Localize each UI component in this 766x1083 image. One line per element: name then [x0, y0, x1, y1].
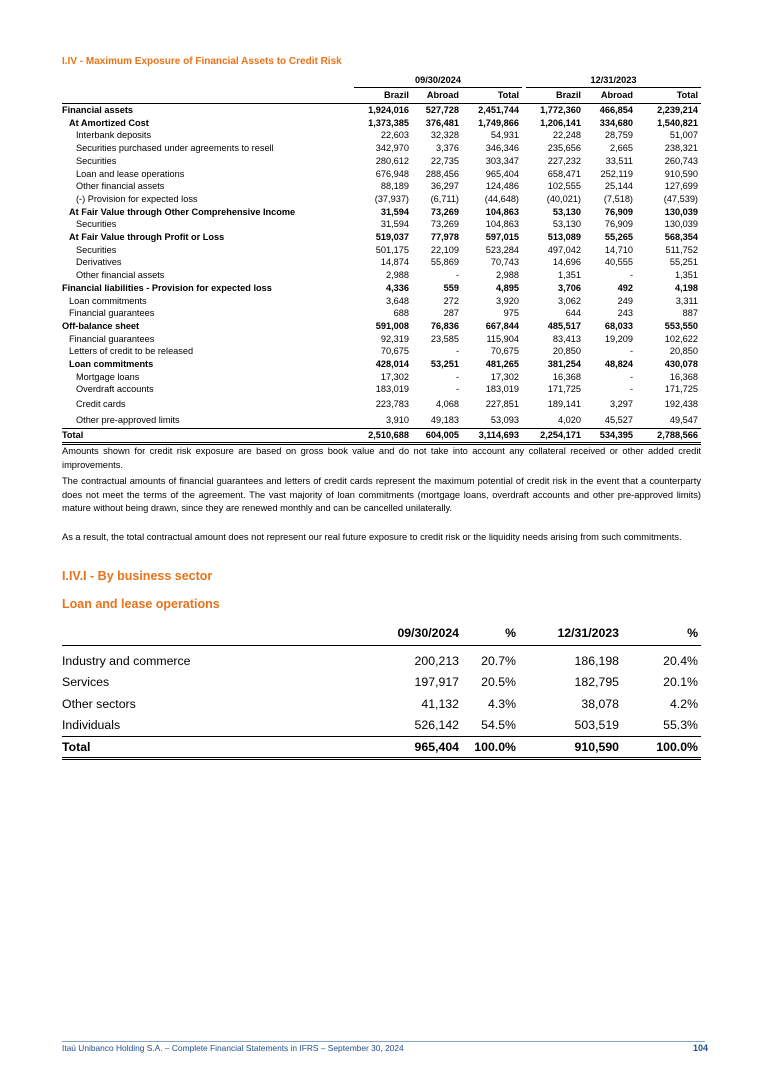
col-header: Brazil	[354, 88, 412, 104]
table-cell: 4,336	[386, 282, 409, 293]
col-header: Abroad	[584, 88, 636, 104]
table-cell: 31,594	[380, 206, 409, 217]
table-cell: 346,346	[485, 143, 519, 154]
row-label: Other pre-approved limits	[76, 415, 180, 426]
table-cell: 3,910	[386, 415, 409, 426]
table-cell: 4,895	[496, 282, 519, 293]
row-label: Credit cards	[76, 399, 126, 410]
table-cell: 171,725	[664, 384, 698, 395]
subsection-subtitle: Loan and lease operations	[62, 597, 220, 611]
table-cell: 3,376	[436, 143, 459, 154]
row-label: At Fair Value through Other Comprehensive Income	[69, 206, 296, 217]
col-header: Total	[462, 88, 522, 104]
row-label: Other financial assets	[76, 181, 165, 192]
footer-text: Itaú Unibanco Holding S.A. – Complete Financial Statements in IFRS – September 30, 2024	[62, 1043, 404, 1053]
table-cell: 55,265	[604, 232, 633, 243]
table-cell: 23,585	[430, 333, 459, 344]
table-cell: 14,696	[552, 257, 581, 268]
table-cell: 513,089	[547, 232, 581, 243]
total-label: Total	[62, 429, 354, 444]
table-cell: 534,395	[584, 429, 636, 444]
table-cell: 49,547	[669, 415, 698, 426]
table-cell: 51,007	[669, 130, 698, 141]
business-sector-table-body	[62, 646, 701, 737]
table-cell: -	[455, 346, 459, 357]
total-label: Total	[62, 737, 352, 759]
table-cell: 20.5%	[481, 675, 516, 690]
table-cell: 965,404	[485, 168, 519, 179]
table-row	[62, 218, 701, 231]
table-cell: -	[455, 371, 459, 382]
table-cell: 965,404	[352, 737, 462, 759]
table-cell: 70,675	[490, 346, 519, 357]
table-cell: 235,656	[547, 143, 581, 154]
table-cell: 381,254	[547, 359, 581, 370]
table-row	[62, 333, 701, 346]
table-cell: 1,206,141	[540, 117, 581, 128]
table-total-row	[62, 737, 701, 759]
table-row	[62, 693, 701, 715]
table-row	[62, 193, 701, 206]
table-cell: 4.2%	[669, 696, 698, 711]
table-cell: 975	[503, 308, 519, 319]
period-header-2024: 09/30/2024	[354, 74, 522, 88]
table-cell: 22,109	[430, 244, 459, 255]
table-cell: 53,130	[552, 219, 581, 230]
table-cell: 2,665	[610, 143, 633, 154]
credit-risk-table-body	[62, 104, 701, 429]
table-row	[62, 117, 701, 130]
table-cell: 249	[617, 295, 633, 306]
table-cell: 644	[565, 308, 581, 319]
table-row	[62, 180, 701, 193]
table-cell: 17,302	[490, 371, 519, 382]
table-cell: 503,519	[574, 718, 619, 733]
table-cell: 53,093	[490, 415, 519, 426]
table-row	[62, 371, 701, 384]
table-cell: -	[629, 270, 633, 281]
table-cell: 40,555	[604, 257, 633, 268]
table-cell: 28,759	[604, 130, 633, 141]
table-cell: 31,594	[380, 219, 409, 230]
table-cell: 115,904	[486, 333, 519, 344]
table-cell: 130,039	[664, 219, 698, 230]
table-cell: 523,284	[485, 244, 519, 255]
table-cell: 527,728	[425, 105, 459, 115]
table-cell: 22,603	[380, 130, 409, 141]
table-cell: 604,005	[412, 429, 462, 444]
table-cell: 14,874	[380, 257, 409, 268]
table-cell: 597,015	[485, 232, 519, 243]
table-cell: (40,021)	[546, 193, 581, 204]
table-cell: 77,978	[430, 232, 459, 243]
table-cell: -	[455, 384, 459, 395]
table-cell: (47,539)	[663, 193, 698, 204]
table-cell: (44,648)	[484, 193, 519, 204]
table-cell: 38,078	[581, 696, 619, 711]
table-cell: 288,456	[425, 168, 459, 179]
table-cell: 76,836	[430, 320, 459, 331]
table-cell: 676,948	[375, 168, 409, 179]
table-cell: 2,988	[496, 270, 519, 281]
table-cell: 568,354	[664, 232, 698, 243]
table-cell: 1,351	[558, 270, 581, 281]
table-cell: 100.0%	[462, 737, 519, 759]
table-row	[62, 358, 701, 371]
table-cell: 466,854	[599, 105, 633, 115]
table-cell: 342,970	[375, 143, 409, 154]
table-cell: 519,037	[375, 232, 409, 243]
table-cell: 22,735	[430, 155, 459, 166]
footer-divider	[62, 1041, 705, 1042]
table-cell: 33,511	[605, 155, 633, 166]
table-cell: 2,239,214	[657, 105, 698, 115]
col-header: Abroad	[412, 88, 462, 104]
table-cell: 32,328	[430, 130, 459, 141]
table-row	[62, 345, 701, 358]
table-cell: -	[629, 346, 633, 357]
row-label: Financial assets	[62, 105, 133, 115]
col-header: 09/30/2024	[352, 621, 462, 646]
table-cell: 14,710	[604, 244, 633, 255]
table-cell: 54,931	[490, 130, 519, 141]
table-cell: 511,752	[665, 244, 698, 255]
table-cell: 2,510,688	[354, 429, 412, 444]
row-label: Loan commitments	[69, 295, 147, 306]
table-row	[62, 715, 701, 737]
table-cell: 591,008	[375, 320, 409, 331]
table-cell: 53,130	[552, 206, 581, 217]
table-cell: 3,062	[558, 295, 581, 306]
table-cell: 183,019	[485, 384, 519, 395]
col-header: 12/31/2023	[519, 621, 622, 646]
table-cell: 227,232	[547, 155, 581, 166]
table-row	[62, 231, 701, 244]
table-cell: 1,373,385	[368, 117, 409, 128]
row-label: Mortgage loans	[76, 371, 140, 382]
table-cell: 658,471	[547, 168, 581, 179]
table-cell: 127,699	[664, 181, 698, 192]
table-cell: 485,517	[547, 320, 581, 331]
row-label: Other sectors	[62, 696, 136, 711]
table-cell: 280,612	[375, 155, 409, 166]
table-cell: 182,795	[574, 675, 619, 690]
table-cell: 16,368	[669, 371, 698, 382]
table-cell: 102,555	[547, 181, 581, 192]
table-cell: 4,020	[558, 415, 581, 426]
table-cell: 20.7%	[481, 653, 516, 668]
table-cell: 910,590	[664, 168, 698, 179]
table-cell: 183,019	[375, 384, 409, 395]
table-cell: (37,937)	[374, 193, 409, 204]
table-row	[62, 672, 701, 694]
table-cell: 104,863	[485, 206, 519, 217]
row-label: Other financial assets	[76, 270, 165, 281]
table-cell: 497,042	[547, 244, 581, 255]
row-label: Securities	[76, 155, 117, 166]
table-cell: 104,863	[485, 219, 519, 230]
row-label: Overdraft accounts	[76, 384, 154, 395]
table-cell: 2,451,744	[478, 105, 519, 115]
table-cell: 3,920	[496, 295, 519, 306]
row-label: Financial guarantees	[69, 308, 155, 319]
table-cell: 197,917	[414, 675, 459, 690]
row-label: Industry and commerce	[62, 653, 191, 668]
table-cell: 303,347	[485, 155, 519, 166]
col-header: %	[622, 621, 701, 646]
table-cell: 76,909	[604, 219, 633, 230]
row-label: Services	[62, 675, 110, 690]
table-cell: 53,251	[430, 359, 459, 370]
table-cell: 4.3%	[487, 696, 516, 711]
table-cell: 70,675	[380, 346, 409, 357]
table-cell: 260,743	[664, 155, 698, 166]
row-label: At Amortized Cost	[69, 117, 149, 128]
table-cell: 41,132	[421, 696, 459, 711]
row-label: Securities	[76, 244, 117, 255]
table-row	[62, 646, 701, 672]
table-cell: 334,680	[599, 117, 633, 128]
table-cell: 910,590	[519, 737, 622, 759]
table-cell: 887	[682, 308, 698, 319]
row-label: Financial liabilities - Provision for expected loss	[62, 282, 272, 293]
row-label: Interbank deposits	[76, 130, 152, 141]
table-cell: 227,851	[485, 399, 519, 410]
table-row	[62, 104, 701, 117]
table-cell: 186,198	[574, 653, 619, 668]
table-cell: 25,144	[604, 181, 633, 192]
table-row	[62, 256, 701, 269]
paragraph-contractual-amounts: The contractual amounts of financial guarantees and letters of credit cards represent the maximum potential of credit risk in the event that a counterparty does not meet the terms of the agreement. The vast majority of loan commitments (mortgage loans, overdraft accounts and other pre-approved limits) mature without being drawn, since they are renewed monthly and can be cancelled unilaterally.	[62, 476, 701, 513]
table-cell: 3,648	[386, 295, 409, 306]
row-label: Off-balance sheet	[62, 320, 140, 331]
row-label: Loan and lease operations	[76, 168, 185, 179]
table-cell: 4,068	[436, 399, 459, 410]
table-cell: -	[629, 384, 633, 395]
table-row	[62, 295, 701, 308]
row-label: (-) Provision for expected loss	[76, 193, 198, 204]
table-cell: 192,438	[664, 399, 698, 410]
table-cell: 376,481	[425, 117, 459, 128]
row-label: Derivatives	[76, 257, 122, 268]
row-label: Securities purchased under agreements to resell	[76, 143, 274, 154]
table-cell: 430,078	[664, 359, 698, 370]
table-cell: 1,351	[675, 270, 698, 281]
period-header-2023: 12/31/2023	[526, 74, 701, 88]
table-cell: 4,198	[675, 282, 698, 293]
table-cell: 17,302	[380, 371, 409, 382]
table-cell: 68,033	[604, 320, 633, 331]
table-cell: 428,014	[375, 359, 409, 370]
table-cell: 36,297	[430, 181, 459, 192]
table-cell: 2,254,171	[526, 429, 584, 444]
section-title: I.IV - Maximum Exposure of Financial Assets to Credit Risk	[62, 56, 342, 67]
table-cell: 3,706	[558, 282, 581, 293]
table-cell: 189,141	[547, 399, 581, 410]
table-cell: 2,788,566	[636, 429, 701, 444]
table-cell: 45,527	[604, 415, 633, 426]
table-cell: 48,824	[604, 359, 633, 370]
table-row	[62, 142, 701, 155]
table-row	[62, 129, 701, 142]
header-blank	[62, 74, 354, 88]
row-label: At Fair Value through Profit or Loss	[69, 232, 225, 243]
table-cell: 1,749,866	[478, 117, 519, 128]
page-number: 104	[692, 1043, 708, 1053]
table-cell: 526,142	[414, 718, 459, 733]
table-cell: 553,550	[664, 320, 698, 331]
table-cell: 559	[443, 282, 459, 293]
table-cell: 1,772,360	[540, 105, 581, 115]
table-cell: 3,297	[610, 399, 633, 410]
table-cell: 492	[617, 282, 633, 293]
table-row	[62, 206, 701, 219]
subsection-title: I.IV.I - By business sector	[62, 569, 213, 583]
table-cell: 1,924,016	[368, 105, 409, 115]
table-cell: 20.4%	[663, 653, 698, 668]
table-cell: 272	[443, 295, 459, 306]
table-cell: 55.3%	[663, 718, 698, 733]
table-cell: 3,114,693	[462, 429, 522, 444]
table-row	[62, 269, 701, 282]
table-cell: 55,869	[430, 257, 459, 268]
table-cell: 22,248	[552, 130, 581, 141]
paragraph-gross-book-value: Amounts shown for credit risk exposure are based on gross book value and do not take into account any collateral received or other added credit improvements.	[62, 446, 701, 470]
table-cell: (6,711)	[430, 193, 459, 204]
table-cell: 70,743	[490, 257, 519, 268]
table-cell: 200,213	[414, 653, 459, 668]
table-row	[62, 282, 701, 295]
col-header: Total	[636, 88, 701, 104]
table-row	[62, 383, 701, 396]
table-row	[62, 155, 701, 168]
col-header: %	[462, 621, 519, 646]
table-cell: 16,368	[552, 371, 581, 382]
table-cell: 88,189	[380, 181, 409, 192]
table-row	[62, 412, 701, 429]
table-cell: 2,988	[386, 270, 409, 281]
table-cell: 501,175	[375, 244, 409, 255]
business-sector-table	[62, 621, 701, 760]
table-cell: 73,269	[430, 219, 459, 230]
table-cell: 243	[617, 308, 633, 319]
table-cell: 130,039	[664, 206, 698, 217]
row-label: Individuals	[62, 718, 121, 733]
table-cell: 55,251	[669, 257, 698, 268]
table-cell: 100.0%	[622, 737, 701, 759]
table-cell: 667,844	[485, 320, 519, 331]
table-cell: 287	[443, 308, 459, 319]
paragraph-liquidity-note: As a result, the total contractual amount does not represent our real future exposure to credit risk or the liquidity needs arising from such commitments.	[62, 532, 682, 542]
table-cell: 54.5%	[481, 718, 516, 733]
row-label: Letters of credit to be released	[69, 346, 194, 357]
table-cell: 481,265	[485, 359, 519, 370]
col-header: Brazil	[526, 88, 584, 104]
table-cell: (7,518)	[603, 193, 633, 204]
table-cell: 223,783	[375, 399, 409, 410]
table-cell: 252,119	[600, 168, 633, 179]
table-row	[62, 320, 701, 333]
table-row	[62, 307, 701, 320]
table-cell: 124,486	[485, 181, 519, 192]
table-row	[62, 396, 701, 412]
table-cell: 83,413	[552, 333, 581, 344]
table-cell: 171,725	[547, 384, 581, 395]
table-cell: 49,183	[430, 415, 459, 426]
row-label: Loan commitments	[69, 359, 154, 370]
table-cell: 688	[393, 308, 409, 319]
table-row	[62, 168, 701, 181]
table-row	[62, 244, 701, 257]
row-label: Securities	[76, 219, 117, 230]
table-cell: 102,622	[664, 333, 698, 344]
table-cell: 73,269	[430, 206, 459, 217]
table-cell: 20.1%	[663, 675, 698, 690]
table-cell: 76,909	[604, 206, 633, 217]
table-cell: 92,319	[380, 333, 409, 344]
row-label: Financial guarantees	[69, 333, 155, 344]
credit-risk-table	[62, 74, 701, 445]
table-cell: 3,311	[675, 295, 698, 306]
table-total-row	[62, 429, 701, 444]
table-cell: 19,209	[604, 333, 633, 344]
table-cell: 20,850	[552, 346, 581, 357]
table-cell: 1,540,821	[657, 117, 698, 128]
table-cell: 238,321	[664, 143, 698, 154]
table-cell: -	[629, 371, 633, 382]
table-cell: -	[455, 270, 459, 281]
table-cell: 20,850	[669, 346, 698, 357]
